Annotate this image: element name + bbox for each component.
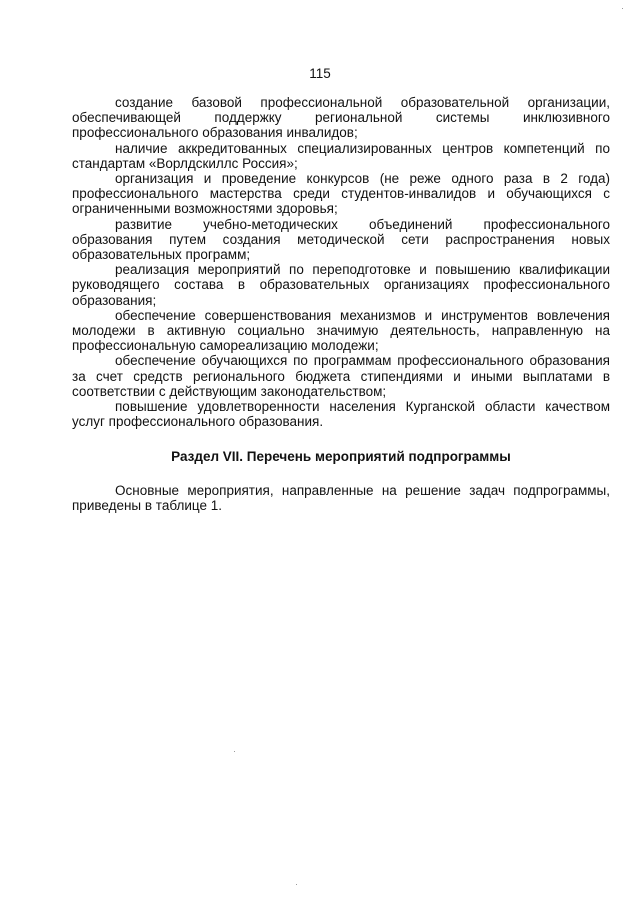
scan-speck bbox=[296, 884, 297, 885]
page-number: 115 bbox=[309, 66, 331, 81]
list-paragraph-8: повышение удовлетворенности населения Курганской области качеством услуг профессионального образования. bbox=[72, 399, 610, 430]
list-paragraph-4: развитие учебно-методических объединений профессионального образования путем создания методической сети распространения новых образовательных программ; bbox=[72, 216, 610, 263]
list-paragraph-3: организация и проведение конкурсов (не реже одного раза в 2 года) профессионального мастерства среди студентов-инвалидов и обучающихся с ограниченными возможностями здоровья; bbox=[72, 171, 610, 217]
section-paragraph: Основные мероприятия, направленные на решение задач подпрограммы, приведены в таблице 1. bbox=[72, 482, 610, 513]
list-paragraph-7: обеспечение обучающихся по программам профессионального образования за счет средств регионального бюджета стипендиями и иными выплатами в соответствии с действующим законодательством; bbox=[72, 353, 610, 399]
scan-speck bbox=[622, 8, 623, 9]
section-title: Раздел VII. Перечень мероприятий подпрограммы bbox=[171, 449, 511, 465]
scan-speck bbox=[234, 751, 235, 752]
list-paragraph-5: реализация мероприятий по переподготовке и повышению квалификации руководящего состава в образовательных организациях профессионального образования; bbox=[72, 262, 610, 308]
list-paragraph-2: наличие аккредитованных специализированных центров компетенций по стандартам «Ворлдскиллс Россия»; bbox=[72, 140, 610, 171]
document-body bbox=[72, 95, 610, 513]
list-paragraph-6: обеспечение совершенствования механизмов и инструментов вовлечения молодежи в активную социально значимую деятельность, направленную на профессиональную самореализацию молодежи; bbox=[72, 307, 610, 354]
list-paragraph-1: создание базовой профессиональной образовательной организации, обеспечивающей поддержку региональной системы инклюзивного профессионального образования инвалидов; bbox=[72, 95, 610, 141]
